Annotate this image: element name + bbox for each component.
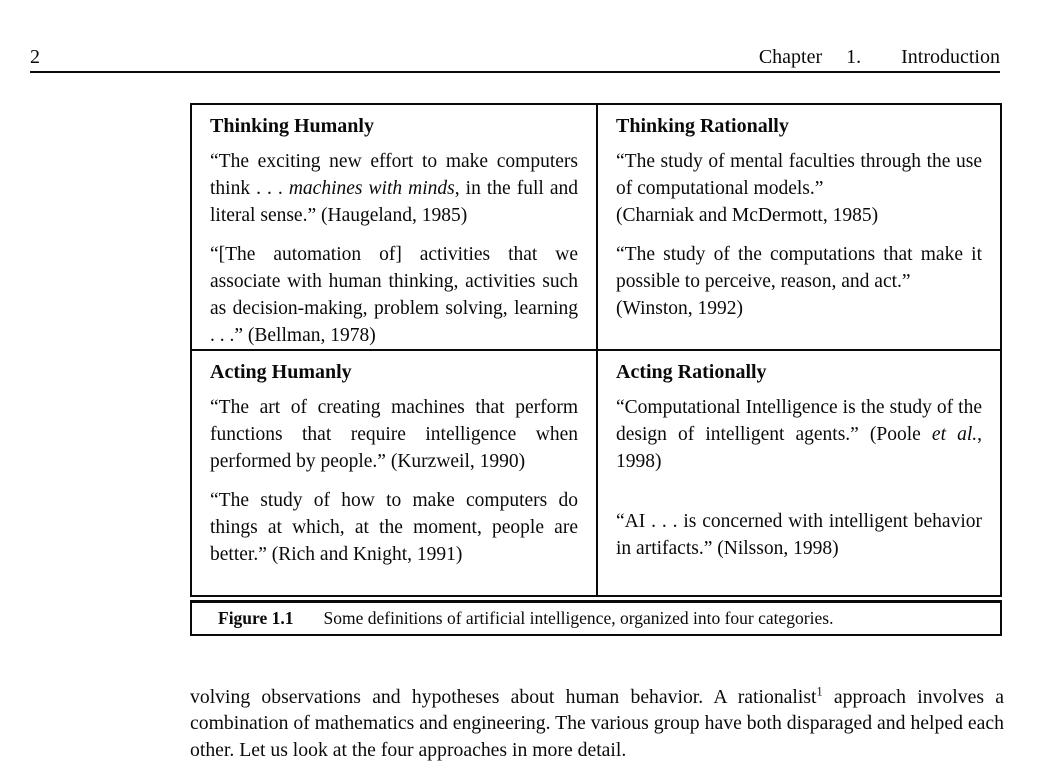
page-number: 2 bbox=[30, 46, 40, 68]
quadrant-title: Thinking Rationally bbox=[616, 115, 789, 137]
quadrant-title: Thinking Humanly bbox=[210, 115, 374, 137]
running-header-chapter-number: 1. bbox=[846, 46, 862, 68]
header-rule bbox=[30, 71, 1000, 73]
running-header bbox=[759, 44, 1000, 70]
running-header-chapter-word: Chapter bbox=[758, 46, 823, 68]
figure-1-1 bbox=[190, 103, 1002, 636]
quadrant-acting-rationally bbox=[596, 349, 1000, 595]
definition-quote: “The study of how to make computers do things at which, at the moment, people are better.” (Rich and Knight, 1991) bbox=[210, 490, 578, 565]
quadrant-thinking-humanly bbox=[192, 105, 596, 349]
definitions-table bbox=[190, 103, 1002, 597]
figure-caption-label: Figure 1.1 bbox=[218, 608, 294, 628]
running-header-chapter-title: Introduction bbox=[901, 46, 1000, 68]
figure-caption bbox=[190, 600, 1002, 636]
definition-quote: “The study of the computations that make it possible to perceive, reason, and act.” (Winston, 1992) bbox=[616, 244, 982, 319]
definition-quote: “AI . . . is concerned with intelligent behavior in artifacts.” (Nilsson, 1998) bbox=[616, 511, 982, 559]
quadrant-title: Acting Humanly bbox=[210, 361, 352, 383]
quadrant-title: Acting Rationally bbox=[616, 361, 767, 383]
definition-quote: “The exciting new effort to make computers think . . . machines with minds, in the full and literal sense.” (Haugeland, 1985) bbox=[210, 151, 578, 226]
figure-caption-text: Some definitions of artificial intelligence, organized into four categories. bbox=[323, 608, 834, 628]
definition-quote: “The art of creating machines that perform functions that require intelligence when performed by people.” (Kurzweil, 1990) bbox=[210, 397, 578, 472]
definition-quote: “Computational Intelligence is the study of the design of intelligent agents.” (Poole et al., 1998) bbox=[616, 397, 982, 472]
body-paragraph: volving observations and hypotheses about human behavior. A rationalist$^1$ approach involves a combination of mathematics and engineering. The various group have both disparaged and helped each other. Let us look at the four approaches in more detail. bbox=[190, 684, 1004, 761]
quadrant-thinking-rationally bbox=[596, 105, 1000, 349]
quadrant-acting-humanly bbox=[192, 349, 596, 595]
definition-quote: “[The automation of] activities that we associate with human thinking, activities such as decision-making, problem solving, learning . . .” (Bellman, 1978) bbox=[210, 244, 578, 346]
definition-quote: “The study of mental faculties through the use of computational models.” (Charniak and McDermott, 1985) bbox=[616, 151, 982, 226]
